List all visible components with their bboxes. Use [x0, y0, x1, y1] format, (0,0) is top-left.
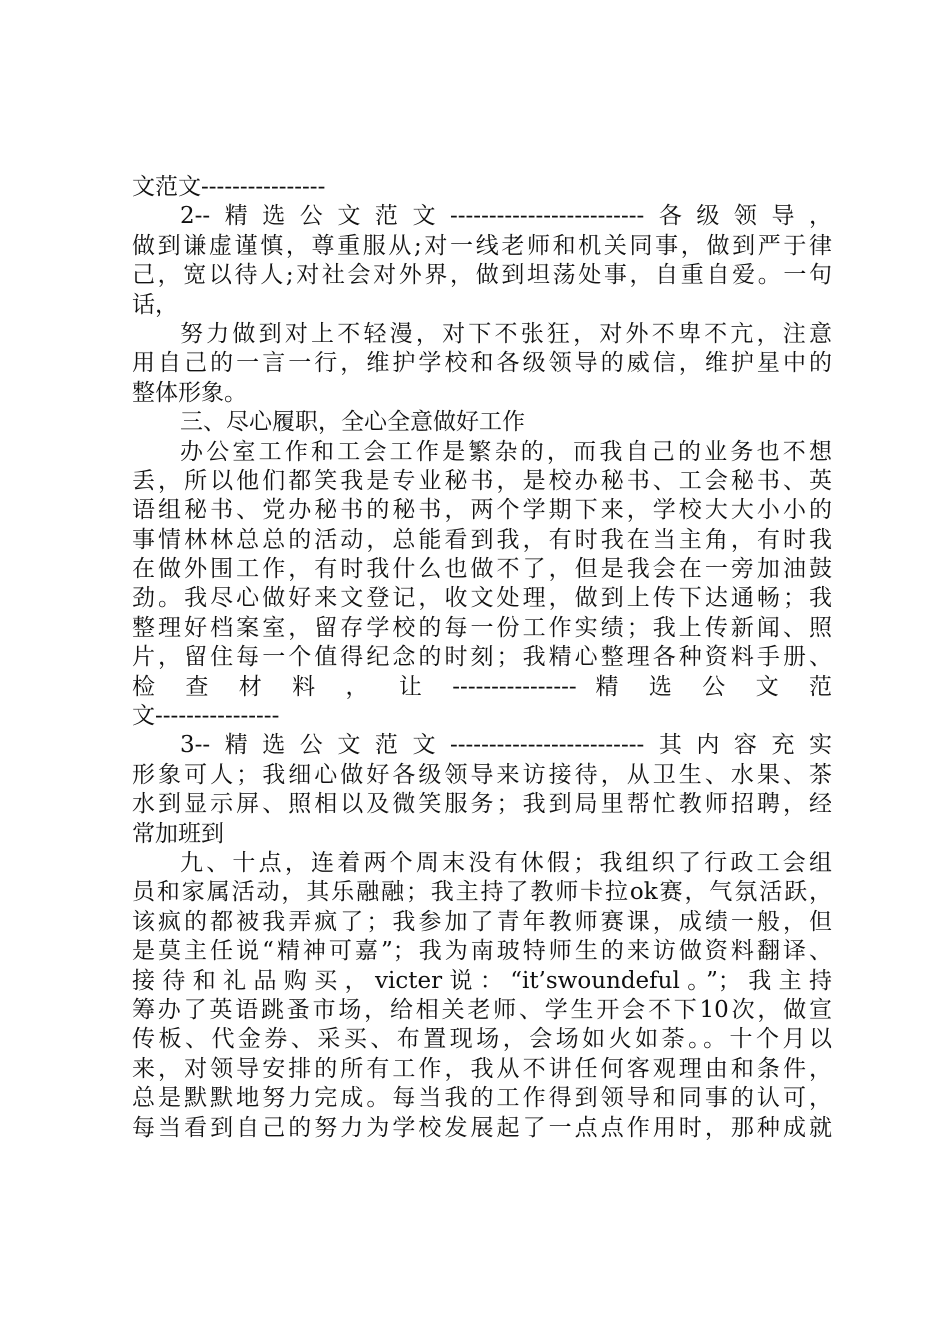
document-line: 做到谦虚谨慎，尊重服从;对一线老师和机关同事，做到严于律 [132, 232, 832, 259]
document-line: 是莫主任说“精神可嘉”；我为南玻特师生的来访做资料翻译、 [132, 938, 832, 965]
document-line: 劲。我尽心做好来文登记，收文处理，做到上传下达通畅；我 [132, 585, 832, 612]
document-line: 接待和礼品购买，victer说：“it’swoundeful。”；我主持 [132, 967, 832, 994]
document-line: 3--精选公文范文-------------------------其内容充实 [180, 732, 832, 759]
document-line: 传板、代金券、采买、布置现场，会场如火如荼。。十个月以 [132, 1026, 832, 1053]
document-line: 形象可人；我细心做好各级领导来访接待，从卫生、水果、茶 [132, 761, 832, 788]
document-line: 员和家属活动，其乐融融；我主持了教师卡拉ok赛，气氛活跃， [132, 879, 832, 906]
document-line: 办公室工作和工会工作是繁杂的，而我自己的业务也不想 [180, 438, 832, 465]
document-line: 丢，所以他们都笑我是专业秘书，是校办秘书、工会秘书、英 [132, 467, 832, 494]
document-line: 文---------------- [132, 703, 280, 730]
document-line: 努力做到对上不轻漫，对下不张狂，对外不卑不亢，注意 [180, 320, 832, 347]
document-line: 2--精选公文范文-------------------------各级领导， [180, 203, 832, 230]
document-line: 总是默默地努力完成。每当我的工作得到领导和同事的认可， [132, 1085, 832, 1112]
document-body [132, 173, 832, 1143]
document-line: 九、十点，连着两个周末没有休假；我组织了行政工会组 [180, 849, 832, 876]
document-line: 用自己的一言一行，维护学校和各级领导的威信，维护星中的 [132, 350, 832, 377]
document-line: 每当看到自己的努力为学校发展起了一点点作用时，那种成就 [132, 1114, 832, 1141]
document-line: 在做外围工作，有时我什么也做不了，但是我会在一旁加油鼓 [132, 556, 832, 583]
document-line: 己，宽以待人;对社会对外界，做到坦荡处事，自重自爱。一句 [132, 262, 832, 289]
document-line: 常加班到 [132, 820, 224, 847]
document-line: 整理好档案室，留存学校的每一份工作实绩；我上传新闻、照 [132, 614, 832, 641]
document-line: 三、尽心履职，全心全意做好工作 [180, 409, 525, 436]
document-line: 文范文---------------- [132, 174, 326, 200]
document-line: 水到显示屏、照相以及微笑服务；我到局里帮忙教师招聘，经 [132, 791, 832, 818]
document-line: 整体形象。 [132, 379, 247, 406]
document-line: 检 查 材 料 ， 让 ---------------- 精 选 公 文 范 [132, 673, 832, 700]
document-line: 事情林林总总的活动，总能看到我，有时我在当主角，有时我 [132, 526, 832, 553]
document-line: 该疯的都被我弄疯了；我参加了青年教师赛课，成绩一般，但 [132, 908, 832, 935]
document-line: 来，对领导安排的所有工作，我从不讲任何客观理由和条件， [132, 1055, 832, 1082]
document-line: 话， [132, 291, 178, 318]
document-line: 语组秘书、党办秘书的秘书，两个学期下来，学校大大小小的 [132, 497, 832, 524]
document-line: 片，留住每一个值得纪念的时刻；我精心整理各种资料手册、 [132, 644, 832, 671]
document-line: 筹办了英语跳蚤市场，给相关老师、学生开会不下10次，做宣 [132, 996, 832, 1023]
